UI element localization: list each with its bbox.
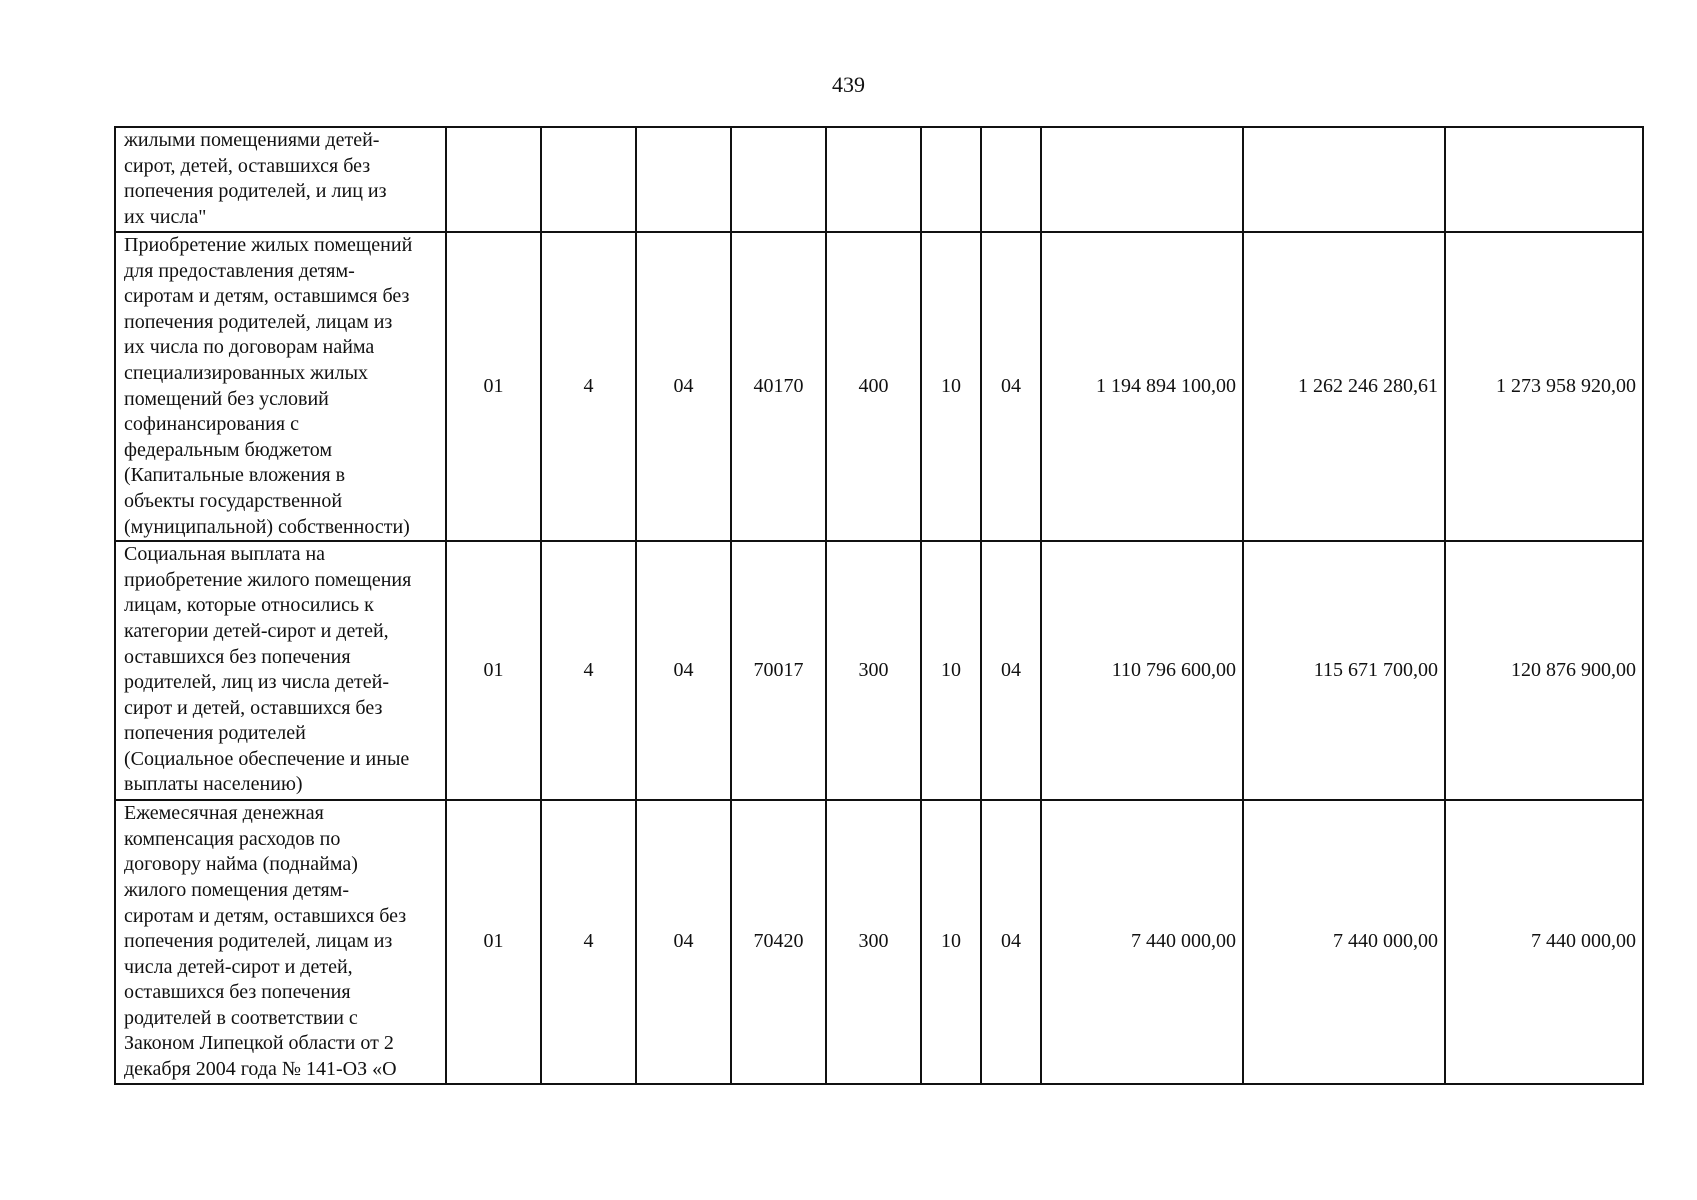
expense-type-cell: 400 xyxy=(826,232,921,541)
table-row xyxy=(115,541,1643,800)
amount-year-2-cell: 7 440 000,00 xyxy=(1243,800,1445,1084)
subsection-cell xyxy=(981,127,1041,232)
amount-year-2-cell: 115 671 700,00 xyxy=(1243,541,1445,800)
table-row xyxy=(115,127,1643,232)
amount-year-1-cell xyxy=(1041,127,1243,232)
amount-year-1-cell: 1 194 894 100,00 xyxy=(1041,232,1243,541)
direction-code-cell: 70420 xyxy=(731,800,826,1084)
subsection-cell: 04 xyxy=(981,800,1041,1084)
budget-table xyxy=(114,126,1644,1085)
expense-type-cell: 300 xyxy=(826,541,921,800)
direction-code-cell: 40170 xyxy=(731,232,826,541)
main-event-code-cell: 04 xyxy=(636,541,731,800)
program-code-cell: 01 xyxy=(446,232,541,541)
program-code-cell: 01 xyxy=(446,800,541,1084)
table-row xyxy=(115,232,1643,541)
amount-year-3-cell: 1 273 958 920,00 xyxy=(1445,232,1643,541)
amount-year-2-cell: 1 262 246 280,61 xyxy=(1243,232,1445,541)
subprogram-code-cell xyxy=(541,127,636,232)
direction-code-cell xyxy=(731,127,826,232)
subprogram-code-cell: 4 xyxy=(541,800,636,1084)
amount-year-2-cell xyxy=(1243,127,1445,232)
main-event-code-cell: 04 xyxy=(636,800,731,1084)
subprogram-code-cell: 4 xyxy=(541,541,636,800)
row-description: Социальная выплата на приобретение жилого помещения лицам, которые относились к категории детей-сирот и детей, оставшихся без попечения родителей, лиц из числа детей- сирот и детей, оставшихся без попечения родителей (Социальное обеспечение и иные выплаты населению) xyxy=(115,541,446,800)
program-code-cell xyxy=(446,127,541,232)
main-event-code-cell: 04 xyxy=(636,232,731,541)
row-description: Приобретение жилых помещений для предоставления детям- сиротам и детям, оставшимся без попечения родителей, лицам из их числа по договорам найма специализированных жилых помещений без условий софинансирования с федеральным бюджетом (Капитальные вложения в объекты государственной (муниципальной) собственности) xyxy=(115,232,446,541)
amount-year-1-cell: 110 796 600,00 xyxy=(1041,541,1243,800)
section-cell: 10 xyxy=(921,541,981,800)
main-event-code-cell xyxy=(636,127,731,232)
subprogram-code-cell: 4 xyxy=(541,232,636,541)
section-cell: 10 xyxy=(921,800,981,1084)
expense-type-cell xyxy=(826,127,921,232)
subsection-cell: 04 xyxy=(981,541,1041,800)
subsection-cell: 04 xyxy=(981,232,1041,541)
amount-year-1-cell: 7 440 000,00 xyxy=(1041,800,1243,1084)
page-number: 439 xyxy=(832,72,865,97)
amount-year-3-cell: 120 876 900,00 xyxy=(1445,541,1643,800)
row-description: Ежемесячная денежная компенсация расходов по договору найма (поднайма) жилого помещения детям- сиротам и детям, оставшихся без попечения родителей, лицам из числа детей-сирот и детей, оставшихся без попечения родителей в соответствии с Законом Липецкой области от 2 декабря 2004 года № 141-ОЗ «О xyxy=(115,800,446,1084)
amount-year-3-cell xyxy=(1445,127,1643,232)
direction-code-cell: 70017 xyxy=(731,541,826,800)
amount-year-3-cell: 7 440 000,00 xyxy=(1445,800,1643,1084)
section-cell xyxy=(921,127,981,232)
program-code-cell: 01 xyxy=(446,541,541,800)
section-cell: 10 xyxy=(921,232,981,541)
row-description: жилыми помещениями детей- сирот, детей, оставшихся без попечения родителей, и лиц из их числа" xyxy=(115,127,446,232)
expense-type-cell: 300 xyxy=(826,800,921,1084)
table-row xyxy=(115,800,1643,1084)
